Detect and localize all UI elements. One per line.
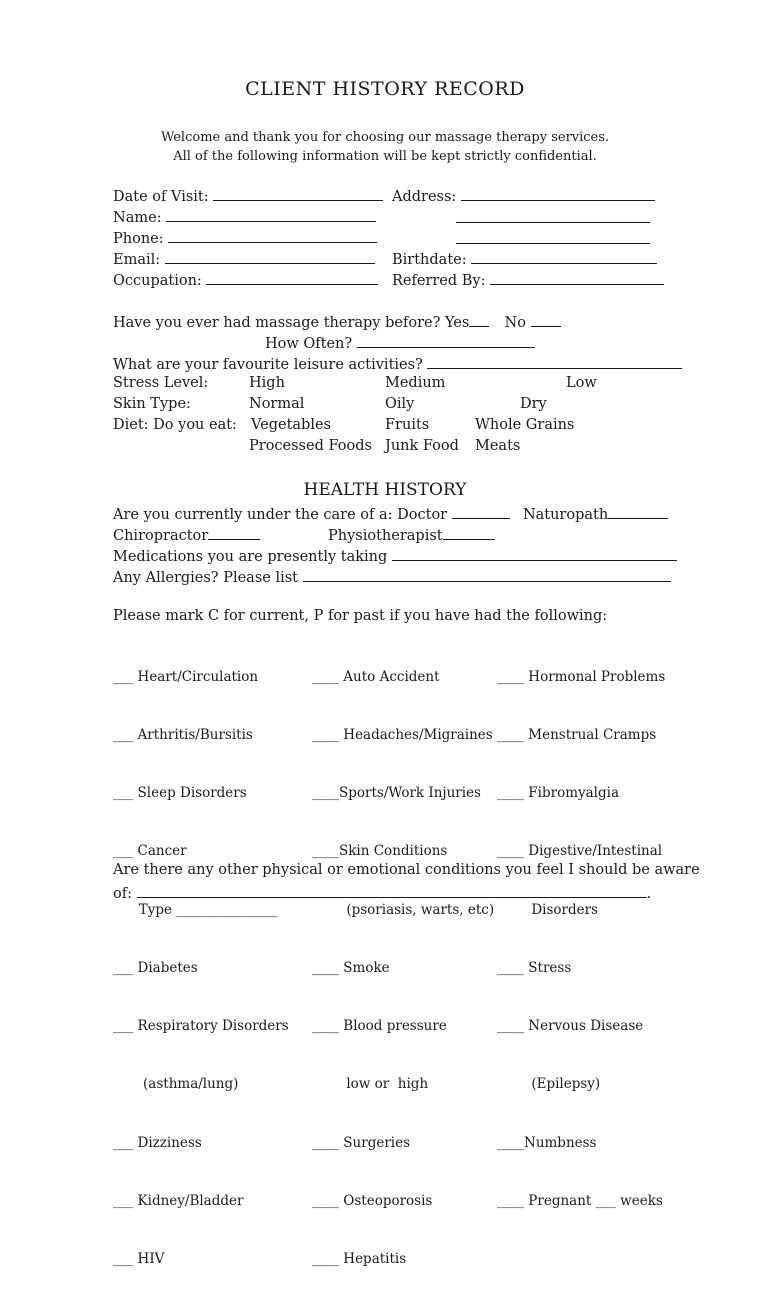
phone-label: Phone:	[113, 231, 164, 247]
yes-field[interactable]	[469, 312, 489, 327]
date-of-visit-label: Date of Visit:	[113, 189, 209, 205]
occupation-row	[113, 270, 378, 289]
chiropractor-field[interactable]	[208, 525, 260, 540]
other-conditions-row	[113, 883, 651, 902]
name-field[interactable]	[166, 207, 376, 222]
condition-item[interactable]: ___ Cancer	[113, 843, 187, 860]
address-field-1[interactable]	[461, 186, 655, 201]
physiotherapist-field[interactable]	[443, 525, 495, 540]
skin-oily[interactable]: Oily	[385, 396, 415, 412]
birthdate-label: Birthdate:	[392, 252, 467, 268]
phone-field[interactable]	[168, 228, 377, 243]
condition-item[interactable]: ____ Surgeries	[312, 1134, 411, 1151]
condition-item[interactable]: ____ Nervous Disease	[497, 1018, 644, 1035]
other-conditions-field[interactable]	[137, 883, 647, 898]
date-of-visit-row	[113, 186, 383, 205]
naturopath-field[interactable]	[608, 504, 668, 519]
condition-item[interactable]: ____ Digestive/Intestinal	[497, 843, 663, 860]
condition-item: Disorders	[497, 901, 598, 918]
condition-item: (psoriasis, warts, etc)	[312, 901, 495, 918]
mark-instruction: Please mark C for current, P for past if you have had the following:	[113, 608, 608, 624]
conditions-col-1	[113, 629, 289, 1308]
care-row	[113, 504, 668, 523]
other-conditions-question: Are there any other physical or emotional conditions you feel I should be aware	[113, 862, 700, 878]
diet-label: Diet: Do you eat:	[113, 417, 237, 433]
health-history-heading: HEALTH HISTORY	[303, 480, 467, 500]
diet-processed-foods[interactable]: Processed Foods	[249, 438, 372, 454]
name-row	[113, 207, 376, 226]
allergies-row	[113, 567, 671, 586]
condition-item[interactable]: ___ Arthritis/Bursitis	[113, 727, 253, 744]
physiotherapist-row	[328, 525, 495, 544]
diet-whole-grains[interactable]: Whole Grains	[475, 417, 575, 433]
stress-medium[interactable]: Medium	[385, 375, 446, 391]
stress-low[interactable]: Low	[566, 375, 597, 391]
leisure-row	[113, 354, 682, 373]
end-period: .	[646, 886, 652, 902]
condition-item[interactable]: ____ Menstrual Cramps	[497, 727, 657, 744]
condition-item[interactable]: ____ Stress	[497, 959, 572, 976]
name-label: Name:	[113, 210, 162, 226]
condition-item: (asthma/lung)	[113, 1076, 239, 1093]
condition-item[interactable]: ____ Smoke	[312, 959, 390, 976]
doctor-field[interactable]	[452, 504, 510, 519]
care-question: Are you currently under the care of a: Doctor	[113, 507, 448, 523]
condition-item: (Epilepsy)	[497, 1076, 601, 1093]
of-label: of:	[113, 886, 132, 902]
condition-item[interactable]: ____Numbness	[497, 1134, 597, 1151]
yes-label: Yes	[444, 315, 470, 331]
condition-item[interactable]: ____ Auto Accident	[312, 668, 440, 685]
allergies-label: Any Allergies? Please list	[113, 570, 298, 586]
referred-by-row	[392, 270, 664, 289]
condition-item[interactable]: ___ Respiratory Disorders	[113, 1018, 289, 1035]
date-of-visit-field[interactable]	[213, 186, 383, 201]
page-title: CLIENT HISTORY RECORD	[245, 78, 525, 100]
stress-high[interactable]: High	[249, 375, 285, 391]
condition-item[interactable]: ____ Blood pressure	[312, 1018, 447, 1035]
leisure-question: What are your favourite leisure activities?	[113, 357, 423, 373]
condition-item[interactable]: ____ Headaches/Migraines	[312, 727, 493, 744]
address-label: Address:	[392, 189, 457, 205]
condition-item[interactable]: ____ Pregnant ___ weeks	[497, 1192, 663, 1209]
physiotherapist-label: Physiotherapist	[328, 528, 443, 544]
occupation-field[interactable]	[206, 270, 378, 285]
condition-item[interactable]: ____Skin Conditions	[312, 843, 448, 860]
how-often-field[interactable]	[357, 333, 535, 348]
skin-dry[interactable]: Dry	[520, 396, 547, 412]
condition-item[interactable]: ___ Kidney/Bladder	[113, 1192, 244, 1209]
birthdate-row	[392, 249, 657, 268]
skin-type-label: Skin Type:	[113, 396, 191, 412]
no-label: No	[504, 315, 526, 331]
address-row	[392, 186, 655, 205]
referred-by-label: Referred By:	[392, 273, 486, 289]
conditions-col-3	[497, 629, 665, 1250]
birthdate-field[interactable]	[471, 249, 657, 264]
referred-by-field[interactable]	[490, 270, 664, 285]
welcome-line-1: Welcome and thank you for choosing our massage therapy services.	[160, 130, 610, 145]
skin-normal[interactable]: Normal	[249, 396, 305, 412]
leisure-field[interactable]	[427, 354, 682, 369]
condition-item[interactable]: ___ Heart/Circulation	[113, 668, 259, 685]
condition-item[interactable]: ___ Dizziness	[113, 1134, 202, 1151]
allergies-field[interactable]	[303, 567, 671, 582]
chiropractor-row	[113, 525, 260, 544]
diet-junk-food[interactable]: Junk Food	[385, 438, 459, 454]
condition-item[interactable]: low or high	[312, 1076, 429, 1093]
condition-item[interactable]: ____ Osteoporosis	[312, 1192, 433, 1209]
medications-row	[113, 546, 677, 565]
condition-item[interactable]: Type _______________	[113, 901, 278, 918]
welcome-line-2: All of the following information will be kept strictly confidential.	[173, 149, 597, 164]
diet-meats[interactable]: Meats	[475, 438, 521, 454]
condition-item[interactable]: ___ Diabetes	[113, 959, 198, 976]
conditions-col-2	[312, 629, 494, 1308]
how-often-row	[265, 333, 535, 352]
massage-before-question: Have you ever had massage therapy before?	[113, 315, 441, 331]
email-field[interactable]	[165, 249, 375, 264]
no-field[interactable]	[531, 312, 561, 327]
condition-item[interactable]: ____Sports/Work Injuries	[312, 785, 481, 802]
phone-row	[113, 228, 377, 247]
diet-vegetables[interactable]: Vegetables	[251, 417, 331, 433]
condition-item[interactable]: ____ Hormonal Problems	[497, 668, 666, 685]
massage-before-row	[113, 312, 561, 331]
condition-item[interactable]: ___ Sleep Disorders	[113, 785, 247, 802]
how-often-label: How Often?	[265, 336, 353, 352]
address-field-3[interactable]	[456, 229, 650, 244]
medications-label: Medications you are presently taking	[113, 549, 388, 565]
condition-item[interactable]: ____ Fibromyalgia	[497, 785, 620, 802]
occupation-label: Occupation:	[113, 273, 202, 289]
chiropractor-label: Chiropractor	[113, 528, 209, 544]
email-row	[113, 249, 375, 268]
email-label: Email:	[113, 252, 161, 268]
condition-item[interactable]: ___ HIV	[113, 1251, 165, 1267]
naturopath-label: Naturopath	[522, 507, 609, 523]
condition-item[interactable]: ____ Hepatitis	[312, 1251, 407, 1267]
medications-field[interactable]	[392, 546, 677, 561]
address-field-2[interactable]	[456, 208, 650, 223]
stress-label: Stress Level:	[113, 375, 209, 391]
diet-fruits[interactable]: Fruits	[385, 417, 430, 433]
